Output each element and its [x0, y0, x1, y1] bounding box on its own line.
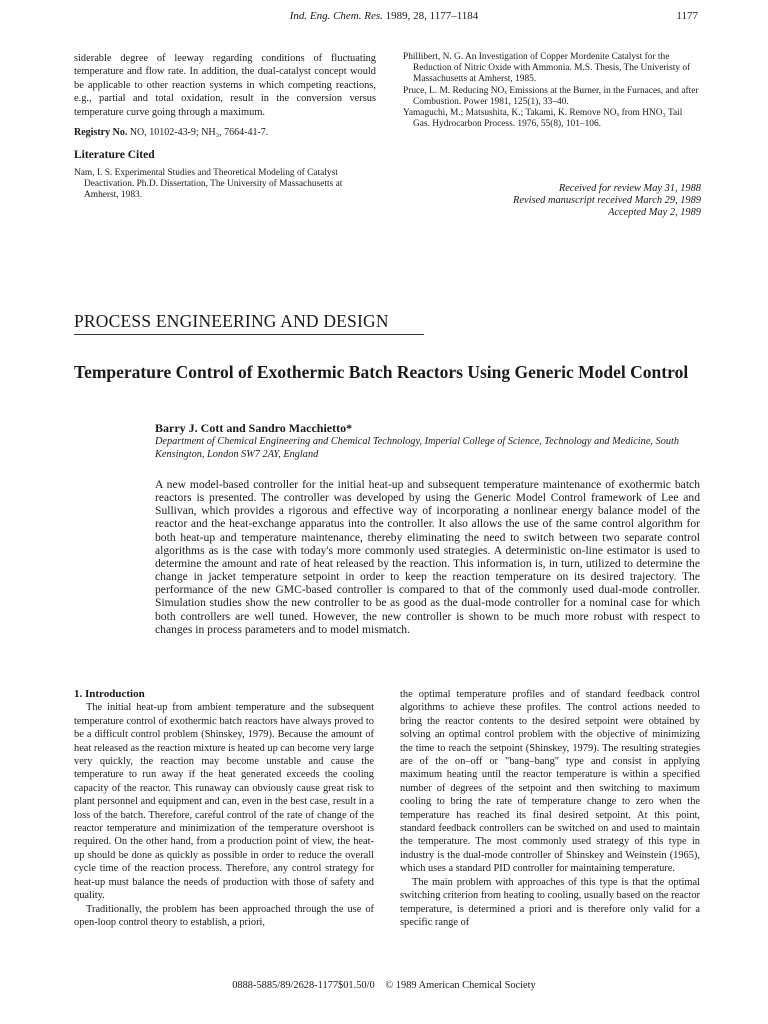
running-header	[0, 10, 768, 22]
section-divider	[74, 334, 424, 335]
registry-text: NO, 10102-43-9; NH₃, 7664-41-7.	[129, 127, 269, 139]
received-line: Received for review May 31, 1988	[558, 183, 701, 194]
reference-item: Nam, I. S. Experimental Studies and Theoretical Modeling of Catalyst Deactivation. Ph.D. Dissertation, The University of Massachusetts at Amherst, 1983.	[74, 167, 343, 201]
article-authors: Barry J. Cott and Sandro Macchietto*	[155, 421, 353, 435]
carryover-paragraph: siderable degree of leeway regarding conditions of fluctuating temperature and flow rate. In addition, the dual-catalyst concept would be applicable to other reaction systems in which competing reactions, e.g., partial and total oxidation, result in the conversion versus temperature curve going through a maximum.	[74, 53, 376, 118]
abstract: A new model-based controller for the initial heat-up and subsequent temperature maintenance of exothermic batch reactors is presented. The controller was developed by using the Generic Model Control framework of Lee and Sullivan, which provides a rigorous and effective way of incorporating a nonlinear energy balance model of the reactor and the heat-exchange apparatus into the controller. It also allows the use of the same control algorithm for both heat-up and temperature maintenance, thereby eliminating the need to switch between two separate control algorithms as is the case with today's more commonly used strategies. A deterministic on-line estimator is used to determine the amount and rate of heat released by the reaction. This information is, in turn, utilized to determine the change in jacket temperature setpoint in order to keep the reaction temperature on its desired trajectory. The performance of the new GMC-based controller is compared to that of the commonly used dual-mode controller. Simulation studies show the new controller to be as good as the dual-mode controller for a nominal case for which both controllers are well tuned. However, the new controller is shown to be much more robust with respect to changes in process parameters and to model mismatch.	[155, 478, 700, 636]
reference-item: Yamaguchi, M.; Matsushita, K.; Takami, K. Remove NOₓ from HNO₃ Tail Gas. Hydrocarbon Process. 1976, 55(8), 101–106.	[403, 108, 683, 130]
registry-numbers	[74, 126, 376, 139]
top-right-column	[403, 52, 701, 130]
body-paragraph: The main problem with approaches of this type is that the optimal switching criterion from heating to cooling, usually based on the reactor temperature, is determined a priori and is therefore only valid for a specific range of	[400, 876, 700, 928]
page-footer	[0, 980, 768, 991]
journal-name: Ind. Eng. Chem. Res.	[289, 10, 383, 22]
footer-copyright: © 1989 American Chemical Society	[385, 980, 536, 991]
body-paragraph: the optimal temperature profiles and of standard feedback control algorithms to achieve these profiles. The control actions needed to bring the reactor contents to the desired setpoint were obtained by solving an optimal control problem with the objective of minimizing the time to reach the setpoint (Shinskey, 1979). The resulting strategies are of the on–off or "bang–bang" type and consist in applying maximum heating until the reactor temperature is within a specified number of degrees of the setpoint and then switching to maximum cooling to bring the rate of temperature change to zero when the temperature has reached its final desired setpoint. At this point, standard feedback controllers can be switched on and used to maintain the temperature. The most commonly used strategy of this type in industry is the dual-mode controller of Shinskey and Weinstein (1965), which uses a standard PID controller for maintaining temperature.	[400, 689, 700, 875]
revised-line: Revised manuscript received March 29, 1989	[513, 195, 701, 206]
accepted-line: Accepted May 2, 1989	[608, 207, 701, 218]
section-heading: PROCESS ENGINEERING AND DESIGN	[74, 311, 389, 331]
received-dates	[401, 183, 701, 219]
body-left-column	[74, 688, 374, 929]
journal-citation: 1989, 28, 1177–1184	[385, 10, 479, 22]
reference-item: Phillibert, N. G. An Investigation of Copper Mordenite Catalyst for the Reduction of Nitric Oxide with Ammonia. M.S. Thesis, The Univeristy of Massachusetts at Amherst, 1985.	[403, 52, 691, 85]
reference-item: Pruce, L. M. Reducing NOₓ Emissions at the Burner, in the Furnaces, and after Combustion. Power 1981, 125(1), 33–40.	[403, 85, 699, 107]
page-number: 1177	[676, 10, 698, 22]
body-right-column	[400, 688, 700, 929]
article-title: Temperature Control of Exothermic Batch Reactors Using Generic Model Control	[74, 362, 689, 382]
introduction-heading: 1. Introduction	[74, 688, 145, 700]
footer-code: 0888-5885/89/2628-1177$01.50/0	[232, 980, 375, 991]
top-left-column	[74, 52, 376, 201]
body-paragraph: The initial heat-up from ambient temperature and the subsequent temperature control of exothermic batch reactors have always proved to be a difficult control problem (Shinskey, 1979). Because the amount of heat released as the reaction mixture is heated up can become very large very quickly, the reaction may become unstable and cause the temperature to run away if the heat generated exceeds the cooling capacity of the reactor. This runaway can obviously cause great risk to plant personnel and equipment and can, even in the best case, result in a loss of the batch. Therefore, careful control of the rate of change of the reactor temperature and minimization of the temperature overshoot is required. On the other hand, from a production point of view, the heat-up should be done as quickly as possible in order to reduce the overall cycle time of the reaction process. Therefore, any control strategy for heat-up must balance the needs of production with those of safety and quality.	[74, 702, 374, 902]
literature-cited-heading: Literature Cited	[74, 149, 155, 162]
body-paragraph: Traditionally, the problem has been approached through the use of open-loop control theory to establish, a priori,	[74, 903, 374, 928]
registry-label: Registry No.	[74, 127, 128, 139]
author-affiliation: Department of Chemical Engineering and Chemical Technology, Imperial College of Science, Technology and Medicine, South Kensington, London SW7 2AY, England	[155, 436, 679, 460]
